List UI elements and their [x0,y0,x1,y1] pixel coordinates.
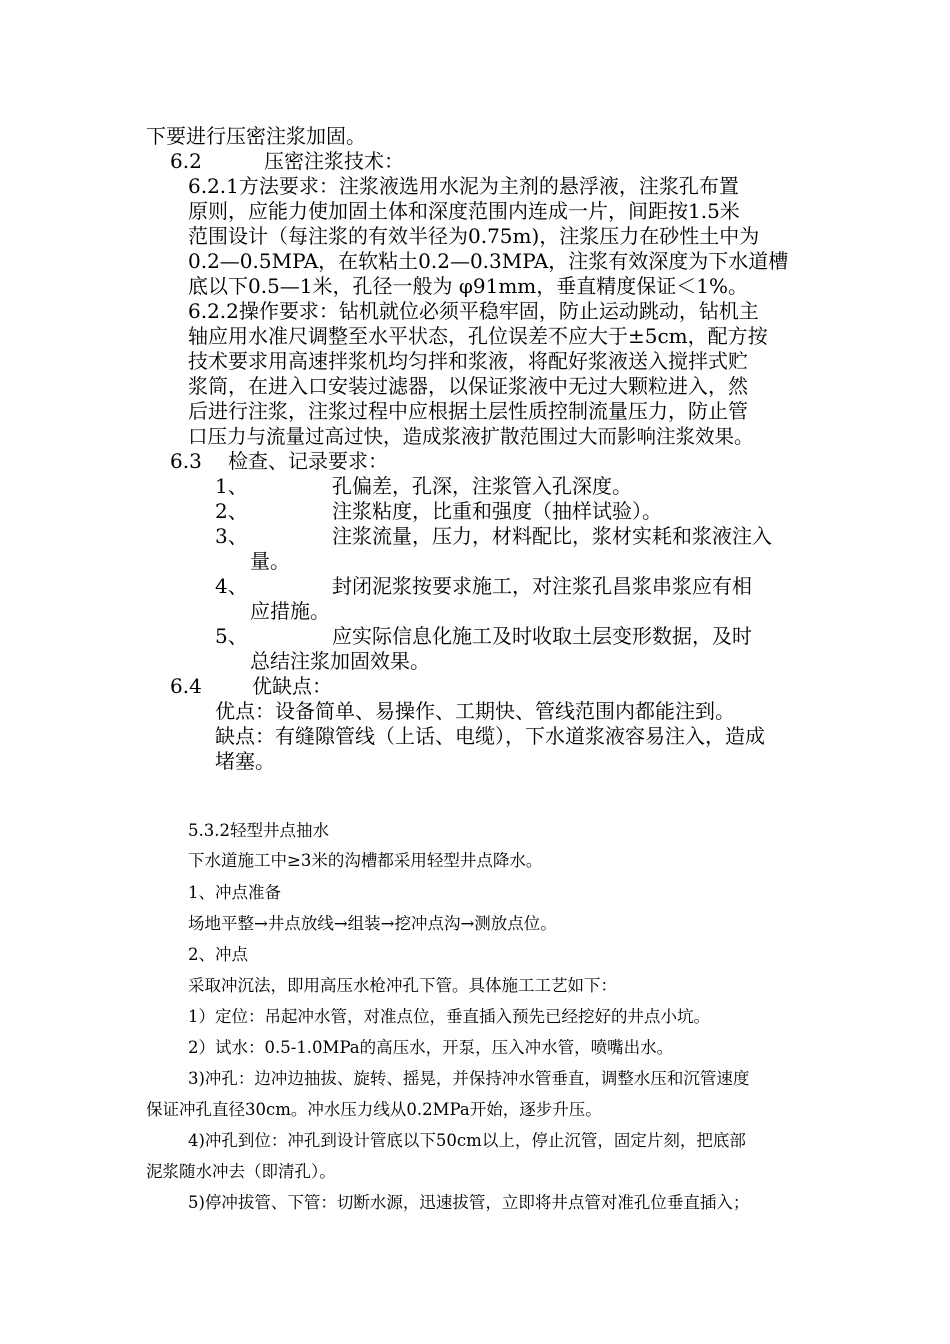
list-item [215,474,632,499]
heading-6-4 [170,674,332,699]
para-line: 0.2—0.5MPA，在软粘土0.2—0.3MPA，注浆有效深度为下水道槽 [188,249,789,273]
para-line: 技术要求用高速拌浆机均匀拌和浆液，将配好浆液送入搅拌式贮 [188,349,748,373]
list-number: 1、 [215,474,248,498]
para-line: 6.2.1方法要求：注浆液选用水泥为主剂的悬浮液，注浆孔布置 [188,174,739,198]
text-line: 2）试水：0.5-1.0MPa的高压水，开泵，压入冲水管，喷嘴出水。 [188,1038,674,1057]
cons-line: 缺点：有缝隙管线（上话、电缆），下水道浆液容易注入，造成 [215,724,765,748]
text-line: 泥浆随水冲去（即清孔）。 [146,1162,336,1181]
list-text: 注浆粘度，比重和强度（抽样试验）。 [332,499,662,523]
list-number: 3、 [215,524,248,548]
text-line: 3)冲孔：边冲边抽拔、旋转、摇晃，并保持冲水管垂直，调整水压和沉管速度 [188,1069,750,1088]
heading-title: 压密注浆技术： [264,149,404,173]
heading-number: 6.2 [170,149,202,173]
heading-number: 6.4 [170,674,202,698]
cons-line: 堵塞。 [215,749,275,773]
para-line: 浆筒，在进入口安装过滤器，以保证浆液中无过大颗粒进入，然 [188,374,748,398]
text-line: 5)停冲拔管、下管：切断水源，迅速拔管，立即将井点管对准孔位垂直插入； [188,1193,750,1212]
list-text: 孔偏差，孔深，注浆管入孔深度。 [332,474,632,498]
text-line: 4)冲孔到位：冲孔到设计管底以下50cm以上，停止沉管，固定片刻，把底部 [188,1131,746,1150]
text-line: 1）定位：吊起冲水管，对准点位，垂直插入预先已经挖好的井点小坑。 [188,1007,710,1026]
pros-line: 优点：设备简单、易操作、工期快、管线范围内都能注到。 [215,699,735,723]
list-number: 2、 [215,499,248,523]
text-line: 下水道施工中≥3米的沟槽都采用轻型井点降水。 [188,851,543,870]
list-text: 应实际信息化施工及时收取土层变形数据，及时 [332,624,752,648]
list-continuation: 量。 [250,549,290,573]
list-continuation: 总结注浆加固效果。 [250,649,430,673]
list-item [215,499,662,524]
list-item [215,524,772,549]
para-line: 范围设计（每注浆的有效半径为0.75m)，注浆压力在砂性土中为 [188,224,760,248]
para-line: 原则，应能力使加固土体和深度范围内连成一片，间距按1.5米 [188,199,740,223]
list-text: 封闭泥浆按要求施工，对注浆孔昌浆串浆应有相 [332,574,752,598]
section-heading: 5.3.2轻型井点抽水 [188,821,329,840]
list-item [215,574,752,599]
text-line: 场地平整→井点放线→组装→挖冲点沟→测放点位。 [188,914,557,933]
para-line: 6.2.2操作要求：钻机就位必须平稳牢固，防止运动跳动，钻机主 [188,299,759,323]
heading-number: 6.3 [170,449,202,473]
text-line: 采取冲沉法，即用高压水枪冲孔下管。具体施工工艺如下： [188,976,617,995]
heading-title: 优缺点： [252,674,332,698]
para-line: 口压力与流量过高过快，造成浆液扩散范围过大而影响注浆效果。 [188,425,754,448]
text-line: 下要进行压密注浆加固。 [146,124,366,148]
text-line: 2、冲点 [188,945,248,964]
heading-6-3 [170,449,388,474]
list-item [215,624,752,649]
para-line: 后进行注浆，注浆过程中应根据土层性质控制流量压力，防止管 [188,399,748,423]
para-line: 轴应用水准尺调整至水平状态，孔位误差不应大于±5cm，配方按 [188,324,768,348]
text-line: 1、冲点准备 [188,883,281,902]
list-number: 4、 [215,574,248,598]
heading-title: 检查、记录要求： [228,449,388,473]
list-text: 注浆流量，压力，材料配比，浆材实耗和浆液注入 [332,524,772,548]
list-number: 5、 [215,624,248,648]
list-continuation: 应措施。 [250,599,330,623]
text-line: 保证冲孔直径30cm。冲水压力线从0.2MPa开始，逐步升压。 [146,1100,602,1119]
para-line: 底以下0.5—1米，孔径一般为 φ91mm，垂直精度保证＜1%。 [188,274,748,298]
heading-6-2 [170,149,404,174]
